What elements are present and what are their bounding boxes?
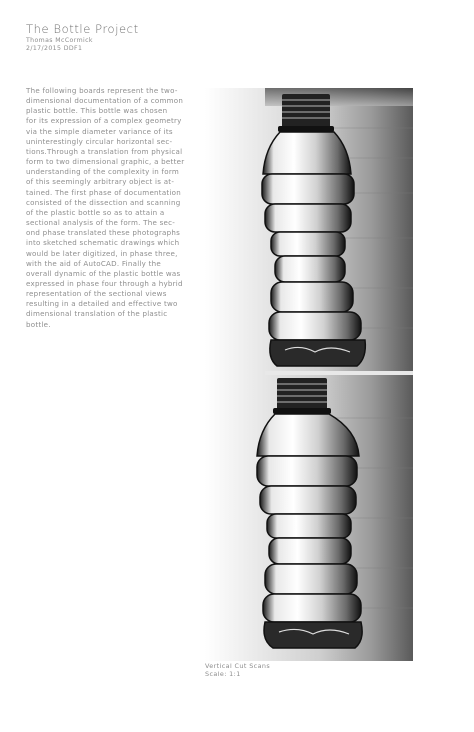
page-title: The Bottle Project — [26, 22, 139, 36]
figure-caption-scale: Scale: 1:1 — [205, 670, 241, 678]
document-date: 2/17/2015 DDF1 — [26, 45, 83, 52]
author-name: Thomas McCormick — [26, 37, 93, 44]
figure-caption-title: Vertical Cut Scans — [205, 662, 271, 670]
bottle-scan-image — [205, 88, 413, 661]
body-paragraph: The following boards represent the two- dimensional documentation of a common plastic bottle. This bottle was chosen for its expression of a complex geometry via the simple diameter variance of its uninterestingly circular horizontal sec- tions.Through a translation from physical form to two dimensional graphic, a better understanding of the complexity in form of this seemingly arbitrary object is at- tained. The first phase of documentation consisted of the dissection and scanning of the plastic bottle so as to attain a sectional analysis of the form. The sec- ond phase translated these photographs into sketched schematic drawings which would be later digitized, in phase three, with the aid of AutoCAD. Finally the overall dynamic of the plastic bottle was expressed in phase four through a hybrid representation of the sectional views resulting in a detailed and effective two dimensional translation of the plastic bottle. — [26, 86, 185, 329]
